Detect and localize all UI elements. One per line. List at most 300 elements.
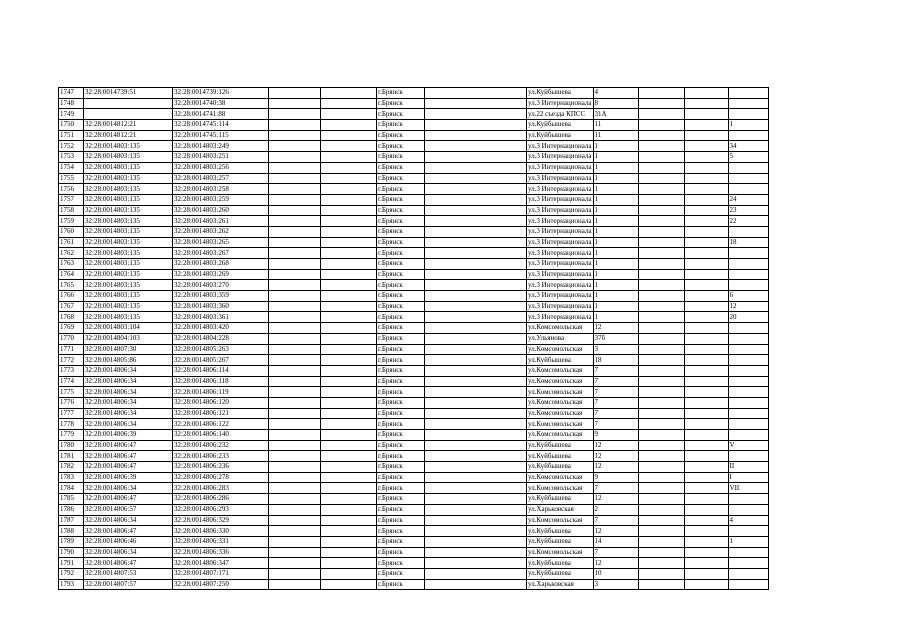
street-cell: ул.Куйбышева [527,440,594,451]
empty-cell-d [638,141,684,152]
empty-cell-d [638,323,684,334]
empty-cell-e [684,259,728,270]
row-number-cell: 1760 [59,226,84,237]
street-cell: ул.Комсомольская [527,419,594,430]
parcel-number-cell: 32:28:0014803:135 [84,280,173,291]
cadastral-number-cell: 32:28:0014803:267 [173,248,269,259]
empty-cell-c [425,109,527,120]
street-cell: ул.Комсомольская [527,376,594,387]
empty-cell-c [425,259,527,270]
apartment-cell [728,451,768,462]
table-row [59,141,769,152]
empty-cell-c [425,536,527,547]
apartment-cell: 34 [728,141,768,152]
parcel-number-cell: 32:28:0014739:51 [84,88,173,99]
street-cell: ул.Комсомольская [527,515,594,526]
empty-cell-d [638,98,684,109]
table-row [59,419,769,430]
empty-cell-b [321,141,377,152]
table-row [59,397,769,408]
empty-cell-a [269,312,321,323]
empty-cell-c [425,558,527,569]
empty-cell-a [269,301,321,312]
house-number-cell: 37б [593,333,638,344]
cadastral-number-cell: 32:28:0014741:88 [173,109,269,120]
city-cell: г.Брянск [377,333,425,344]
apartment-cell [728,259,768,270]
city-cell: г.Брянск [377,355,425,366]
cadastral-number-cell: 32:28:0014806:122 [173,419,269,430]
empty-cell-a [269,130,321,141]
city-cell: г.Брянск [377,462,425,473]
empty-cell-d [638,355,684,366]
empty-cell-c [425,365,527,376]
empty-cell-c [425,141,527,152]
house-number-cell: 12 [593,462,638,473]
empty-cell-d [638,515,684,526]
row-number-cell: 1763 [59,259,84,270]
city-cell: г.Брянск [377,387,425,398]
apartment-cell: 4 [728,515,768,526]
empty-cell-c [425,462,527,473]
empty-cell-a [269,579,321,590]
city-cell: г.Брянск [377,312,425,323]
house-number-cell: 7 [593,547,638,558]
apartment-cell [728,344,768,355]
empty-cell-c [425,355,527,366]
empty-cell-b [321,344,377,355]
empty-cell-e [684,483,728,494]
cadastral-number-cell: 32:28:0014806:236 [173,462,269,473]
street-cell: ул.3 Интернационала [528,291,592,300]
cadastral-number-cell: 32:28:0014803:256 [173,162,269,173]
empty-cell-d [638,376,684,387]
street-cell: ул.Куйбышева [527,355,594,366]
parcel-number-cell: 32:28:0014803:135 [84,141,173,152]
street-cell: ул.Комсомольская [527,408,594,419]
empty-cell-b [321,152,377,163]
street-cell: ул.Харьковская [527,504,594,515]
empty-cell-a [269,237,321,248]
table-row [59,120,769,131]
cadastral-number-cell: 32:28:0014806:120 [173,397,269,408]
empty-cell-a [269,216,321,227]
street-cell: ул.3 Интернационала [528,227,592,236]
empty-cell-e [684,355,728,366]
house-number-cell: 1 [593,291,638,302]
row-number-cell: 1771 [59,344,84,355]
empty-cell-d [638,526,684,537]
apartment-cell: 23 [728,205,768,216]
empty-cell-b [321,162,377,173]
empty-cell-b [321,515,377,526]
house-number-cell: 18 [593,355,638,366]
empty-cell-c [425,333,527,344]
table-row [59,248,769,259]
row-number-cell: 1779 [59,430,84,441]
empty-cell-a [269,269,321,280]
apartment-cell [728,408,768,419]
apartment-cell [728,494,768,505]
empty-cell-c [425,494,527,505]
empty-cell-e [684,558,728,569]
empty-cell-b [321,333,377,344]
house-number-cell: 1 [593,269,638,280]
apartment-cell [728,558,768,569]
apartment-cell [728,323,768,334]
empty-cell-e [684,515,728,526]
street-cell: ул.Куйбышева [527,130,594,141]
empty-cell-c [425,323,527,334]
empty-cell-d [638,205,684,216]
empty-cell-b [321,323,377,334]
empty-cell-d [638,504,684,515]
empty-cell-c [425,515,527,526]
table-row [59,408,769,419]
empty-cell-e [684,387,728,398]
row-number-cell: 1752 [59,141,84,152]
city-cell: г.Брянск [377,419,425,430]
empty-cell-e [684,291,728,302]
row-number-cell: 1775 [59,387,84,398]
empty-cell-a [269,333,321,344]
empty-cell-d [638,568,684,579]
empty-cell-e [684,440,728,451]
city-cell: г.Брянск [377,205,425,216]
table-row [59,152,769,163]
empty-cell-c [425,194,527,205]
street-cell: ул.3 Интернационала [528,237,592,246]
row-number-cell: 1772 [59,355,84,366]
empty-cell-d [638,194,684,205]
empty-cell-d [638,88,684,99]
parcel-number-cell: 32:28:0014806:34 [84,408,173,419]
table-row [59,515,769,526]
empty-cell-a [269,419,321,430]
house-number-cell: 11 [593,120,638,131]
house-number-cell: 1 [593,248,638,259]
house-number-cell: 7 [593,397,638,408]
table-row [59,269,769,280]
row-number-cell: 1758 [59,205,84,216]
empty-cell-c [425,248,527,259]
row-number-cell: 1787 [59,515,84,526]
apartment-cell [728,109,768,120]
table-row [59,504,769,515]
row-number-cell: 1753 [59,152,84,163]
parcel-number-cell [84,109,173,120]
empty-cell-c [425,419,527,430]
empty-cell-b [321,98,377,109]
house-number-cell: 12 [593,526,638,537]
street-cell: ул.Куйбышева [527,462,594,473]
cadastral-number-cell: 32:28:0014806:329 [173,515,269,526]
empty-cell-a [269,323,321,334]
city-cell: г.Брянск [377,547,425,558]
parcel-number-cell: 32:28:0014806:34 [84,397,173,408]
parcel-number-cell: 32:28:0014803:135 [84,173,173,184]
empty-cell-a [269,515,321,526]
house-number-cell: 1 [593,152,638,163]
empty-cell-a [269,184,321,195]
empty-cell-a [269,344,321,355]
table-row [59,333,769,344]
empty-cell-c [425,88,527,99]
empty-cell-c [425,483,527,494]
empty-cell-e [684,397,728,408]
row-number-cell: 1764 [59,269,84,280]
house-number-cell: 1 [593,259,638,270]
parcel-number-cell: 32:28:0014806:34 [84,483,173,494]
city-cell: г.Брянск [377,504,425,515]
apartment-cell [728,419,768,430]
empty-cell-a [269,451,321,462]
empty-cell-b [321,408,377,419]
city-cell: г.Брянск [377,88,425,99]
empty-cell-a [269,547,321,558]
empty-cell-b [321,184,377,195]
city-cell: г.Брянск [377,173,425,184]
empty-cell-b [321,120,377,131]
empty-cell-d [638,173,684,184]
street-cell: ул.3 Интернационала [528,184,592,193]
table-row [59,226,769,237]
street-cell: ул.Комсомольская [527,344,594,355]
house-number-cell: 12 [593,494,638,505]
apartment-cell [728,547,768,558]
table-row [59,558,769,569]
house-number-cell: 4 [593,88,638,99]
parcel-number-cell: 32:28:0014803:135 [84,248,173,259]
empty-cell-c [425,451,527,462]
house-number-cell: 1 [593,205,638,216]
house-number-cell: 7 [593,515,638,526]
parcel-number-cell: 32:28:0014803:135 [84,205,173,216]
parcel-number-cell: 32:28:0014812:21 [84,130,173,141]
empty-cell-e [684,494,728,505]
empty-cell-a [269,462,321,473]
empty-cell-a [269,483,321,494]
cadastral-number-cell: 32:28:0014806:336 [173,547,269,558]
parcel-number-cell: 32:28:0014806:34 [84,547,173,558]
cadastral-number-cell: 32:28:0014803:359 [173,291,269,302]
empty-cell-a [269,280,321,291]
empty-cell-d [638,397,684,408]
empty-cell-e [684,323,728,334]
cadastral-number-cell: 32:28:0014806:347 [173,558,269,569]
empty-cell-e [684,162,728,173]
house-number-cell: 11 [593,130,638,141]
house-number-cell: 1 [593,226,638,237]
parcel-number-cell: 32:28:0014803:135 [84,312,173,323]
street-cell: ул.Комсомольская [527,397,594,408]
empty-cell-e [684,344,728,355]
empty-cell-d [638,120,684,131]
empty-cell-c [425,526,527,537]
empty-cell-b [321,451,377,462]
street-cell: ул.Куйбышева [527,120,594,131]
empty-cell-a [269,408,321,419]
apartment-cell: 24 [728,194,768,205]
empty-cell-d [638,408,684,419]
empty-cell-c [425,120,527,131]
row-number-cell: 1749 [59,109,84,120]
parcel-number-cell: 32:28:0014803:135 [84,162,173,173]
city-cell: г.Брянск [377,472,425,483]
row-number-cell: 1792 [59,568,84,579]
house-number-cell: 1 [593,141,638,152]
cadastral-number-cell: 32:28:0014803:265 [173,237,269,248]
street-cell: ул.Ульянова [527,333,594,344]
empty-cell-d [638,162,684,173]
parcel-number-cell: 32:28:0014812:21 [84,120,173,131]
cadastral-number-cell: 32:28:0014803:269 [173,269,269,280]
city-cell: г.Брянск [377,269,425,280]
parcel-number-cell: 32:28:0014803:104 [84,323,173,334]
parcel-number-cell: 32:28:0014807:53 [84,568,173,579]
empty-cell-a [269,472,321,483]
empty-cell-e [684,451,728,462]
empty-cell-c [425,376,527,387]
cadastral-number-cell: 32:28:0014739:126 [173,88,269,99]
empty-cell-c [425,504,527,515]
table-row [59,194,769,205]
cadastral-number-cell: 32:28:0014745:115 [173,130,269,141]
parcel-number-cell: 32:28:0014803:135 [84,152,173,163]
empty-cell-d [638,547,684,558]
street-cell: ул.Комсомольская [527,547,594,558]
row-number-cell: 1755 [59,173,84,184]
table-row [59,173,769,184]
cadastral-number-cell: 32:28:0014805:267 [173,355,269,366]
empty-cell-a [269,226,321,237]
empty-cell-a [269,120,321,131]
table-row [59,88,769,99]
row-number-cell: 1769 [59,323,84,334]
apartment-cell [728,365,768,376]
apartment-cell [728,280,768,291]
empty-cell-d [638,579,684,590]
empty-cell-a [269,526,321,537]
parcel-number-cell: 32:28:0014803:135 [84,269,173,280]
street-cell: ул.3 Интернационала [528,270,592,279]
empty-cell-a [269,173,321,184]
row-number-cell: 1788 [59,526,84,537]
parcel-number-cell: 32:28:0014806:47 [84,526,173,537]
table-row [59,430,769,441]
street-cell: ул.3 Интернационала [528,259,592,268]
table-row [59,483,769,494]
row-number-cell: 1782 [59,462,84,473]
empty-cell-d [638,462,684,473]
row-number-cell: 1776 [59,397,84,408]
row-number-cell: 1765 [59,280,84,291]
cadastral-number-cell: 32:28:0014806:121 [173,408,269,419]
cadastral-number-cell: 32:28:0014803:420 [173,323,269,334]
cadastral-number-cell: 32:28:0014806:232 [173,440,269,451]
street-cell: ул.3 Интернационала [528,152,592,161]
row-number-cell: 1767 [59,301,84,312]
empty-cell-d [638,130,684,141]
table-row [59,216,769,227]
apartment-cell: 6 [728,291,768,302]
empty-cell-c [425,269,527,280]
empty-cell-c [425,237,527,248]
apartment-cell: 22 [728,216,768,227]
empty-cell-b [321,536,377,547]
cadastral-number-cell: 32:28:0014803:251 [173,152,269,163]
street-cell: ул.Комсомольская [527,472,594,483]
row-number-cell: 1748 [59,98,84,109]
empty-cell-e [684,237,728,248]
empty-cell-d [638,237,684,248]
empty-cell-e [684,472,728,483]
apartment-cell [728,397,768,408]
empty-cell-e [684,579,728,590]
empty-cell-b [321,547,377,558]
empty-cell-a [269,376,321,387]
parcel-number-cell: 32:28:0014803:135 [84,184,173,195]
row-number-cell: 1770 [59,333,84,344]
empty-cell-d [638,387,684,398]
row-number-cell: 1768 [59,312,84,323]
table-row [59,184,769,195]
cadastral-number-cell: 32:28:0014806:140 [173,430,269,441]
empty-cell-a [269,430,321,441]
cadastral-number-cell: 32:28:0014740:38 [173,98,269,109]
empty-cell-c [425,408,527,419]
city-cell: г.Брянск [377,526,425,537]
empty-cell-b [321,194,377,205]
cadastral-number-cell: 32:28:0014805:263 [173,344,269,355]
empty-cell-d [638,109,684,120]
street-cell: ул.Куйбышева [527,568,594,579]
table-row [59,291,769,302]
house-number-cell: 1 [593,184,638,195]
cadastral-number-cell: 32:28:0014803:360 [173,301,269,312]
parcel-number-cell [84,98,173,109]
empty-cell-e [684,547,728,558]
apartment-cell: 20 [728,312,768,323]
cadastral-number-cell: 32:28:0014803:270 [173,280,269,291]
parcel-number-cell: 32:28:0014806:34 [84,419,173,430]
house-number-cell: 1 [593,173,638,184]
street-cell: ул.Комсомольская [527,387,594,398]
empty-cell-e [684,88,728,99]
table-row [59,536,769,547]
parcel-number-cell: 32:28:0014803:135 [84,291,173,302]
parcel-number-cell: 32:28:0014806:34 [84,515,173,526]
empty-cell-b [321,173,377,184]
apartment-cell [728,387,768,398]
house-number-cell: 9 [593,472,638,483]
apartment-cell: 12 [728,301,768,312]
empty-cell-c [425,472,527,483]
house-number-cell: 1 [593,280,638,291]
table-row [59,547,769,558]
table-row [59,568,769,579]
row-number-cell: 1773 [59,365,84,376]
empty-cell-e [684,216,728,227]
cadastral-number-cell: 32:28:0014803:258 [173,184,269,195]
empty-cell-a [269,387,321,398]
empty-cell-e [684,376,728,387]
empty-cell-d [638,365,684,376]
city-cell: г.Брянск [377,323,425,334]
apartment-cell [728,184,768,195]
empty-cell-b [321,301,377,312]
apartment-cell [728,376,768,387]
